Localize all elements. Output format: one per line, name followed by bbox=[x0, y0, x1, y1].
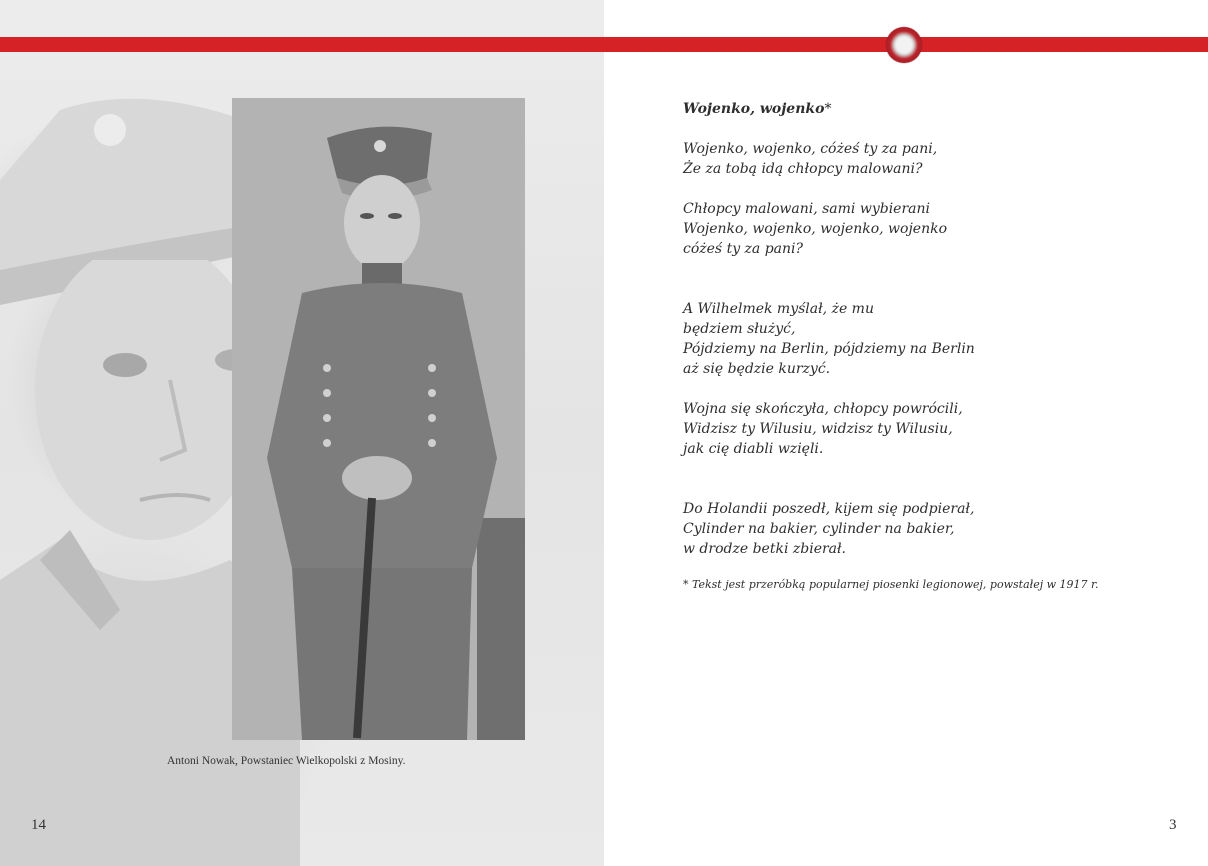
red-decorative-band bbox=[0, 37, 1208, 52]
stanza bbox=[683, 299, 1163, 379]
poem-line: A Wilhelmek myślał, że mu bbox=[683, 301, 874, 317]
poem-line: jak cię diabli wzięli. bbox=[683, 441, 824, 457]
poem-line: będziem służyć, bbox=[683, 321, 796, 337]
poem-title bbox=[683, 99, 1163, 119]
poem-line: Że za tobą idą chłopcy malowani? bbox=[683, 161, 923, 177]
poem-line: Wojenko, wojenko, cóżeś ty za pani, bbox=[683, 141, 938, 157]
stanza bbox=[683, 139, 1163, 179]
poem-line: Wojna się skończyła, chłopcy powrócili, bbox=[683, 401, 963, 417]
poem-line: Cylinder na bakier, cylinder na bakier, bbox=[683, 521, 955, 537]
footnote-marker: * bbox=[824, 101, 832, 117]
poem-line: Widzisz ty Wilusiu, widzisz ty Wilusiu, bbox=[683, 421, 953, 437]
stanza bbox=[683, 499, 1163, 559]
poem-line: Chłopcy malowani, sami wybierani bbox=[683, 201, 930, 217]
soldier-figure bbox=[232, 98, 525, 740]
poem-line: Wojenko, wojenko, wojenko, wojenko bbox=[683, 221, 948, 237]
rosette-icon bbox=[886, 27, 922, 63]
stanza bbox=[683, 199, 1163, 259]
poem-line: Do Holandii poszedł, kijem się podpierał, bbox=[683, 501, 975, 517]
photo-caption: Antoni Nowak, Powstaniec Wielkopolski z Mosiny. bbox=[167, 755, 406, 767]
poem-footnote: * Tekst jest przeróbką popularnej piosenki legionowej, powstałej w 1917 r. bbox=[683, 578, 1099, 591]
stanza bbox=[683, 399, 1163, 459]
poem-title-text: Wojenko, wojenko bbox=[683, 101, 825, 117]
poem-line: w drodze betki zbierał. bbox=[683, 541, 847, 557]
page-number-left: 14 bbox=[31, 817, 46, 833]
soldier-photo bbox=[232, 98, 525, 740]
page-number-right: 3 bbox=[1169, 817, 1177, 833]
poem-line: cóżeś ty za pani? bbox=[683, 241, 804, 257]
poem-line: aż się będzie kurzyć. bbox=[683, 361, 831, 377]
poem bbox=[683, 99, 1163, 595]
poem-line: Pójdziemy na Berlin, pójdziemy na Berlin bbox=[683, 341, 975, 357]
